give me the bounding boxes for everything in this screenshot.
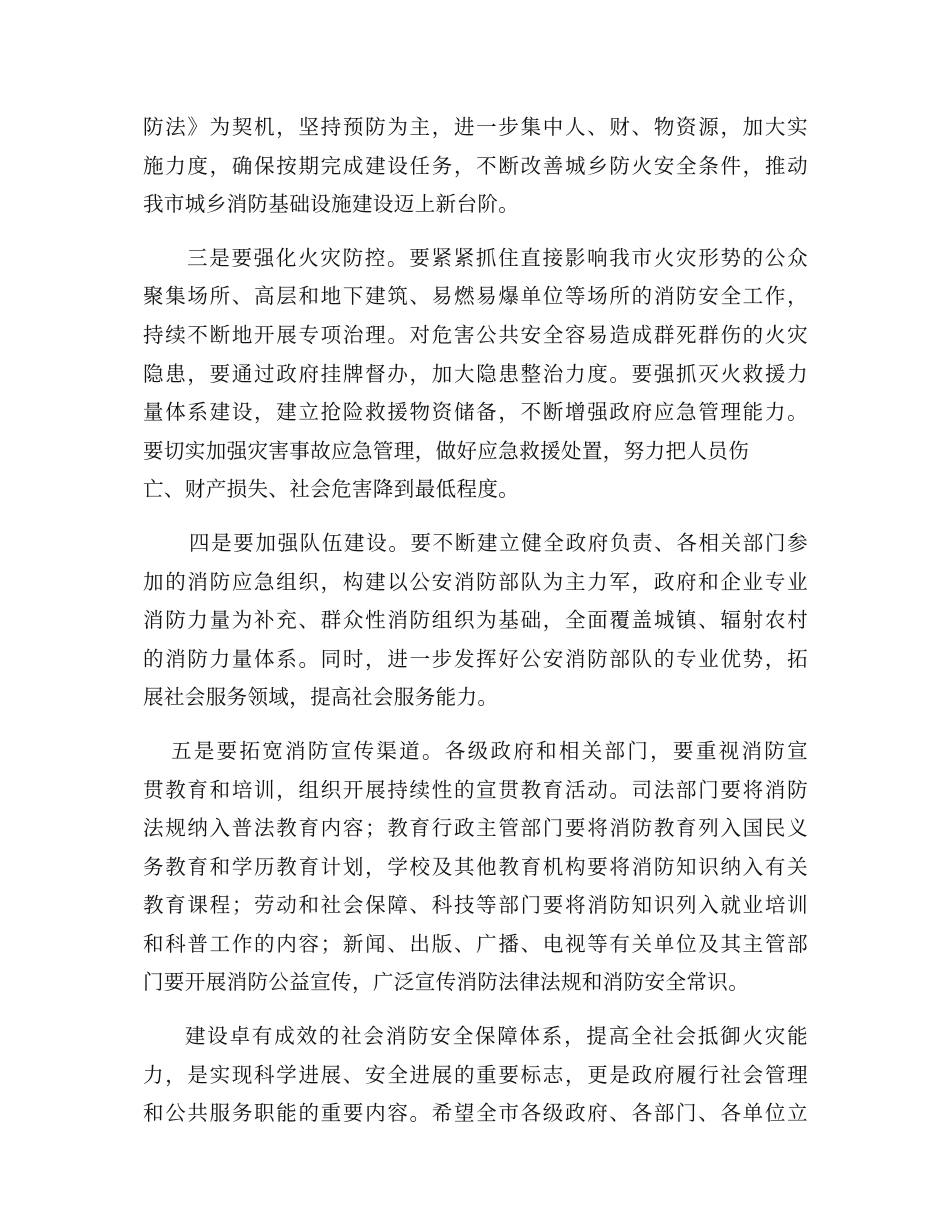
text-line: 量体系建设，建立抢险救援物资储备，不断增强政府应急管理能力。 <box>143 400 808 425</box>
text-line: 隐患，要通过政府挂牌督办，加大隐患整治力度。要强抓灭火救援力 <box>143 361 808 386</box>
text-line: 施力度，确保按期完成建设任务，不断改善城乡防火安全条件，推动 <box>143 153 808 178</box>
paragraph-fire-prevention <box>143 239 808 509</box>
paragraph-publicity <box>143 732 808 1002</box>
text-line: 建设卓有成效的社会消防安全保障体系，提高全社会抵御火灾能 <box>185 1024 808 1049</box>
paragraph-team-building <box>143 524 808 717</box>
text-line: 法规纳入普法教育内容；教育行政主管部门要将消防教育列入国民义 <box>143 816 808 841</box>
text-line: 四是要加强队伍建设。要不断建立健全政府负责、各相关部门参 <box>189 530 808 555</box>
text-line: 力，是实现科学进展、安全进展的重要标志，更是政府履行社会管理 <box>143 1062 808 1087</box>
text-line: 亡、财产损失、社会危害降到最低程度。 <box>143 477 520 502</box>
text-line: 教育课程；劳动和社会保障、科技等部门要将消防知识列入就业培训 <box>143 893 808 918</box>
text-line: 加的消防应急组织，构建以公安消防部队为主力军，政府和企业专业 <box>143 569 808 594</box>
paragraph-continuation <box>143 108 808 224</box>
text-line: 的消防力量体系。同时，进一步发挥好公安消防部队的专业优势，拓 <box>143 646 808 671</box>
text-line: 门要开展消防公益宣传，广泛宣传消防法律法规和消防安全常识。 <box>143 970 750 995</box>
text-line: 务教育和学历教育计划，学校及其他教育机构要将消防知识纳入有关 <box>143 854 808 879</box>
text-line: 三是要强化火灾防控。要紧紧抓住直接影响我市火灾形势的公众 <box>187 245 808 270</box>
paragraph-conclusion <box>143 1017 808 1133</box>
text-line: 我市城乡消防基础设施建设迈上新台阶。 <box>143 192 520 217</box>
text-line: 五是要拓宽消防宣传渠道。各级政府和相关部门，要重视消防宣 <box>171 738 808 763</box>
text-line: 和科普工作的内容；新闻、出版、广播、电视等有关单位及其主管部 <box>143 931 808 956</box>
text-line: 聚集场所、高层和地下建筑、易燃易爆单位等场所的消防安全工作， <box>143 284 808 309</box>
text-line: 防法》为契机，坚持预防为主，进一步集中人、财、物资源，加大实 <box>143 115 808 139</box>
document-body <box>143 108 808 1133</box>
paragraph-gap <box>143 224 808 239</box>
paragraph-gap <box>143 509 808 524</box>
paragraph-gap <box>143 1002 808 1017</box>
text-line: 贯教育和培训，组织开展持续性的宣贯教育活动。司法部门要将消防 <box>143 777 808 802</box>
text-line: 消防力量为补充、群众性消防组织为基础，全面覆盖城镇、辐射农村 <box>143 608 808 633</box>
text-line: 展社会服务领域，提高社会服务能力。 <box>143 685 499 710</box>
text-line: 要切实加强灾害事故应急管理，做好应急救援处置，努力把人员伤 <box>143 438 750 463</box>
text-line: 持续不断地开展专项治理。对危害公共安全容易造成群死群伤的火灾 <box>143 322 808 347</box>
text-line: 和公共服务职能的重要内容。希望全市各级政府、各部门、各单位立 <box>143 1101 808 1126</box>
paragraph-gap <box>143 717 808 732</box>
